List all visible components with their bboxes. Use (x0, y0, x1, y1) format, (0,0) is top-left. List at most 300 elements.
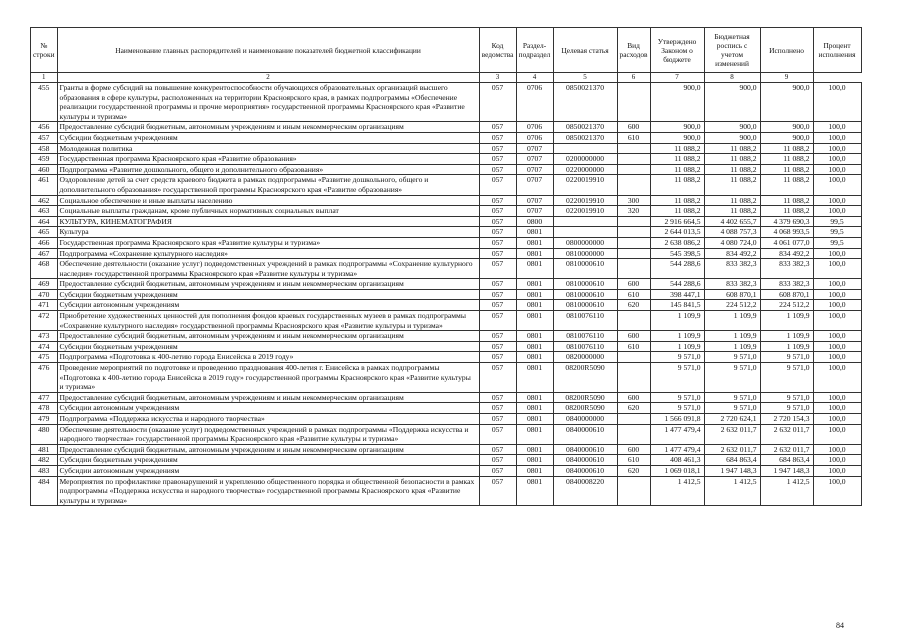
executed-amount: 900,0 (760, 132, 813, 143)
executed-amount: 4 379 690,3 (760, 216, 813, 227)
executed-amount: 1 947 148,3 (760, 465, 813, 476)
column-number: 5 (553, 73, 617, 83)
department-code: 057 (479, 455, 516, 466)
department-code: 057 (479, 195, 516, 206)
execution-percent: 100,0 (813, 300, 861, 311)
table-row (31, 403, 862, 414)
department-code: 057 (479, 300, 516, 311)
row-number: 478 (31, 403, 58, 414)
table-row (31, 331, 862, 342)
section-code: 0706 (516, 83, 553, 122)
department-code: 057 (479, 227, 516, 238)
column-number: 6 (617, 73, 650, 83)
row-name: КУЛЬТУРА, КИНЕМАТОГРАФИЯ (57, 216, 479, 227)
expense-type (617, 352, 650, 363)
section-code: 0707 (516, 164, 553, 175)
table-row (31, 311, 862, 331)
section-code: 0707 (516, 154, 553, 165)
section-code: 0801 (516, 259, 553, 279)
budget-amount: 4 080 724,0 (704, 237, 760, 248)
approved-amount: 11 088,2 (650, 143, 704, 154)
budget-amount: 4 088 757,3 (704, 227, 760, 238)
table-row (31, 154, 862, 165)
section-code: 0801 (516, 424, 553, 444)
table-row (31, 341, 862, 352)
expense-type (617, 237, 650, 248)
header-name: Наименование главных распорядителей и наименование показателей бюджетной классификации (57, 28, 479, 73)
approved-amount: 1 566 091,8 (650, 414, 704, 425)
budget-amount: 2 632 011,7 (704, 424, 760, 444)
target-article: 0810076110 (553, 311, 617, 331)
executed-amount: 11 088,2 (760, 175, 813, 195)
row-number: 470 (31, 289, 58, 300)
target-article: 0840000000 (553, 414, 617, 425)
table-row (31, 195, 862, 206)
row-number: 465 (31, 227, 58, 238)
row-name: Приобретение художественных ценностей для пополнения фондов краевых государственных музеев в рамках подпрограммы «Сохранение культурного наследия» государственной программы Красноярского края «Развитие культуры и туризма» (57, 311, 479, 331)
department-code: 057 (479, 363, 516, 393)
target-article: 08200R5090 (553, 392, 617, 403)
budget-amount: 2 720 624,1 (704, 414, 760, 425)
target-article: 0810076110 (553, 341, 617, 352)
expense-type (617, 363, 650, 393)
table-row (31, 424, 862, 444)
table-row (31, 392, 862, 403)
target-article: 0220000000 (553, 164, 617, 175)
row-name: Предоставление субсидий бюджетным, автономным учреждениям и иным некоммерческим организациям (57, 392, 479, 403)
target-article: 0220019910 (553, 195, 617, 206)
row-name: Мероприятия по профилактике правонарушений и укреплению общественного порядка и общественной безопасности в рамках подпрограммы «Поддержка искусства и народного творчества» государственной программы Красноярского края «Развитие культуры и туризма» (57, 476, 479, 506)
expense-type (617, 227, 650, 238)
expense-type: 620 (617, 465, 650, 476)
target-article: 0810000610 (553, 279, 617, 290)
execution-percent: 99,5 (813, 227, 861, 238)
approved-amount: 408 461,3 (650, 455, 704, 466)
table-row (31, 164, 862, 175)
row-name: Государственная программа Красноярского края «Развитие культуры и туризма» (57, 237, 479, 248)
row-number: 466 (31, 237, 58, 248)
row-name: Государственная программа Красноярского края «Развитие образования» (57, 154, 479, 165)
table-row (31, 227, 862, 238)
approved-amount: 544 288,6 (650, 279, 704, 290)
department-code: 057 (479, 206, 516, 217)
row-name: Субсидии автономным учреждениям (57, 403, 479, 414)
table-row (31, 206, 862, 217)
section-code: 0801 (516, 465, 553, 476)
expense-type: 610 (617, 132, 650, 143)
section-code: 0706 (516, 122, 553, 133)
executed-amount: 1 412,5 (760, 476, 813, 506)
approved-amount: 11 088,2 (650, 206, 704, 217)
section-code: 0801 (516, 444, 553, 455)
table-row (31, 289, 862, 300)
row-number: 484 (31, 476, 58, 506)
row-name: Гранты в форме субсидий на повышение конкурентоспособности обучающихся образовательных организаций высшего образования в сфере культуры, расположенных на территории Красноярского края, в рамках подпрограммы «Обеспечение реализации государственной программы и прочие мероприятия» государственной программы Красноярского края «Развитие культуры и туризма» (57, 83, 479, 122)
expense-type: 600 (617, 444, 650, 455)
expense-type (617, 311, 650, 331)
target-article: 0810000610 (553, 289, 617, 300)
target-article: 0200000000 (553, 154, 617, 165)
section-code: 0801 (516, 279, 553, 290)
target-article: 0810000610 (553, 259, 617, 279)
execution-percent: 100,0 (813, 424, 861, 444)
expense-type: 610 (617, 289, 650, 300)
execution-percent: 99,5 (813, 237, 861, 248)
header-budget-schedule: Бюджетная роспись с учетом изменений (704, 28, 760, 73)
budget-amount: 11 088,2 (704, 143, 760, 154)
target-article (553, 216, 617, 227)
target-article: 0840008220 (553, 476, 617, 506)
section-code: 0801 (516, 341, 553, 352)
row-number: 464 (31, 216, 58, 227)
column-number: 2 (57, 73, 479, 83)
row-number: 482 (31, 455, 58, 466)
header-expense-type: Вид расходов (617, 28, 650, 73)
target-article: 0810000000 (553, 248, 617, 259)
target-article: 0810000610 (553, 300, 617, 311)
table-row (31, 465, 862, 476)
row-number: 474 (31, 341, 58, 352)
row-name: Подпрограмма «Подготовка к 400-летию города Енисейска в 2019 году» (57, 352, 479, 363)
budget-amount: 900,0 (704, 122, 760, 133)
department-code: 057 (479, 414, 516, 425)
expense-type (617, 414, 650, 425)
row-name: Социальное обеспечение и иные выплаты населению (57, 195, 479, 206)
expense-type (617, 424, 650, 444)
expense-type (617, 164, 650, 175)
budget-amount: 834 492,2 (704, 248, 760, 259)
section-code: 0801 (516, 289, 553, 300)
department-code: 057 (479, 132, 516, 143)
section-code: 0801 (516, 414, 553, 425)
section-code: 0801 (516, 311, 553, 331)
department-code: 057 (479, 164, 516, 175)
executed-amount: 684 863,4 (760, 455, 813, 466)
executed-amount: 900,0 (760, 83, 813, 122)
execution-percent: 100,0 (813, 311, 861, 331)
execution-percent: 100,0 (813, 392, 861, 403)
department-code: 057 (479, 444, 516, 455)
approved-amount: 1 412,5 (650, 476, 704, 506)
row-number: 459 (31, 154, 58, 165)
budget-amount: 833 382,3 (704, 259, 760, 279)
execution-percent: 100,0 (813, 83, 861, 122)
department-code: 057 (479, 476, 516, 506)
approved-amount: 544 288,6 (650, 259, 704, 279)
budget-amount: 900,0 (704, 83, 760, 122)
header-approved: Утверждено Законом о бюджете (650, 28, 704, 73)
target-article: 0800000000 (553, 237, 617, 248)
section-code: 0707 (516, 195, 553, 206)
executed-amount: 4 061 077,0 (760, 237, 813, 248)
expense-type: 610 (617, 341, 650, 352)
row-name: Предоставление субсидий бюджетным, автономным учреждениям и иным некоммерческим организациям (57, 279, 479, 290)
executed-amount: 2 632 011,7 (760, 424, 813, 444)
row-number: 455 (31, 83, 58, 122)
row-name: Субсидии бюджетным учреждениям (57, 132, 479, 143)
expense-type: 620 (617, 300, 650, 311)
header-row-number: № строки (31, 28, 58, 73)
target-article: 0820000000 (553, 352, 617, 363)
table-row (31, 300, 862, 311)
department-code: 057 (479, 259, 516, 279)
department-code: 057 (479, 216, 516, 227)
row-name: Обеспечение деятельности (оказание услуг) подведомственных учреждений в рамках подпрограммы «Поддержка искусства и народного творчества» государственной программы Красноярского края «Развитие культуры и туризма» (57, 424, 479, 444)
execution-percent: 100,0 (813, 279, 861, 290)
budget-amount: 11 088,2 (704, 206, 760, 217)
expense-type (617, 154, 650, 165)
budget-amount: 9 571,0 (704, 352, 760, 363)
header-percent: Процент исполнения (813, 28, 861, 73)
expense-type (617, 83, 650, 122)
approved-amount: 1 069 018,1 (650, 465, 704, 476)
section-code: 0707 (516, 175, 553, 195)
approved-amount: 900,0 (650, 122, 704, 133)
approved-amount: 9 571,0 (650, 363, 704, 393)
target-article: 0850021370 (553, 83, 617, 122)
department-code: 057 (479, 83, 516, 122)
header-department-code: Код ведомства (479, 28, 516, 73)
section-code: 0801 (516, 476, 553, 506)
table-row (31, 175, 862, 195)
expense-type (617, 175, 650, 195)
department-code: 057 (479, 248, 516, 259)
executed-amount: 1 109,9 (760, 331, 813, 342)
executed-amount: 2 632 011,7 (760, 444, 813, 455)
budget-amount: 1 109,9 (704, 311, 760, 331)
execution-percent: 100,0 (813, 132, 861, 143)
section-code: 0801 (516, 300, 553, 311)
expense-type (617, 143, 650, 154)
approved-amount: 9 571,0 (650, 403, 704, 414)
row-number: 469 (31, 279, 58, 290)
expense-type (617, 259, 650, 279)
row-number: 476 (31, 363, 58, 393)
table-row (31, 444, 862, 455)
execution-percent: 100,0 (813, 195, 861, 206)
table-row (31, 455, 862, 466)
budget-amount: 11 088,2 (704, 195, 760, 206)
header-section: Раздел-подраздел (516, 28, 553, 73)
row-name: Подпрограмма «Развитие дошкольного, общего и дополнительного образования» (57, 164, 479, 175)
section-code: 0707 (516, 206, 553, 217)
approved-amount: 900,0 (650, 83, 704, 122)
table-row (31, 476, 862, 506)
row-name: Субсидии бюджетным учреждениям (57, 289, 479, 300)
approved-amount: 11 088,2 (650, 154, 704, 165)
table-row (31, 259, 862, 279)
execution-percent: 100,0 (813, 363, 861, 393)
department-code: 057 (479, 289, 516, 300)
row-name: Субсидии автономным учреждениям (57, 300, 479, 311)
table-row (31, 122, 862, 133)
approved-amount: 11 088,2 (650, 195, 704, 206)
row-name: Субсидии автономным учреждениям (57, 465, 479, 476)
target-article: 0840000610 (553, 444, 617, 455)
executed-amount: 11 088,2 (760, 206, 813, 217)
department-code: 057 (479, 465, 516, 476)
execution-percent: 100,0 (813, 206, 861, 217)
row-number: 461 (31, 175, 58, 195)
row-name: Культура (57, 227, 479, 238)
executed-amount: 834 492,2 (760, 248, 813, 259)
table-header-row (31, 28, 862, 73)
executed-amount: 4 068 993,5 (760, 227, 813, 238)
approved-amount: 545 398,5 (650, 248, 704, 259)
approved-amount: 1 109,9 (650, 331, 704, 342)
executed-amount: 1 109,9 (760, 311, 813, 331)
execution-percent: 100,0 (813, 331, 861, 342)
row-name: Подпрограмма «Поддержка искусства и народного творчества» (57, 414, 479, 425)
table-row (31, 363, 862, 393)
approved-amount: 2 644 013,5 (650, 227, 704, 238)
executed-amount: 833 382,3 (760, 259, 813, 279)
row-name: Оздоровление детей за счет средств краевого бюджета в рамках подпрограммы «Развитие дошкольного, общего и дополнительного образования» государственной программы Красноярского края «Развитие образования» (57, 175, 479, 195)
execution-percent: 100,0 (813, 476, 861, 506)
section-code: 0801 (516, 237, 553, 248)
execution-percent: 100,0 (813, 154, 861, 165)
executed-amount: 608 870,1 (760, 289, 813, 300)
section-code: 0801 (516, 403, 553, 414)
row-name: Предоставление субсидий бюджетным, автономным учреждениям и иным некоммерческим организациям (57, 444, 479, 455)
executed-amount: 9 571,0 (760, 392, 813, 403)
row-name: Молодежная политика (57, 143, 479, 154)
executed-amount: 9 571,0 (760, 352, 813, 363)
section-code: 0800 (516, 216, 553, 227)
department-code: 057 (479, 341, 516, 352)
approved-amount: 9 571,0 (650, 392, 704, 403)
approved-amount: 398 447,1 (650, 289, 704, 300)
section-code: 0801 (516, 331, 553, 342)
budget-amount: 11 088,2 (704, 175, 760, 195)
approved-amount: 11 088,2 (650, 175, 704, 195)
department-code: 057 (479, 175, 516, 195)
execution-percent: 100,0 (813, 175, 861, 195)
department-code: 057 (479, 154, 516, 165)
execution-percent: 100,0 (813, 143, 861, 154)
row-number: 480 (31, 424, 58, 444)
column-number-row (31, 73, 862, 83)
approved-amount: 2 638 086,2 (650, 237, 704, 248)
approved-amount: 11 088,2 (650, 164, 704, 175)
expense-type (617, 216, 650, 227)
table-row (31, 83, 862, 122)
execution-percent: 100,0 (813, 455, 861, 466)
row-number: 473 (31, 331, 58, 342)
row-number: 468 (31, 259, 58, 279)
department-code: 057 (479, 352, 516, 363)
executed-amount: 900,0 (760, 122, 813, 133)
table-row (31, 216, 862, 227)
section-code: 0801 (516, 455, 553, 466)
row-number: 472 (31, 311, 58, 331)
execution-percent: 100,0 (813, 289, 861, 300)
department-code: 057 (479, 237, 516, 248)
approved-amount: 1 477 479,4 (650, 424, 704, 444)
budget-amount: 833 382,3 (704, 279, 760, 290)
budget-amount: 1 109,9 (704, 331, 760, 342)
execution-percent: 100,0 (813, 122, 861, 133)
execution-percent: 100,0 (813, 164, 861, 175)
column-number: 8 (704, 73, 760, 83)
column-number: 7 (650, 73, 704, 83)
department-code: 057 (479, 279, 516, 290)
target-article (553, 143, 617, 154)
target-article: 0850021370 (553, 122, 617, 133)
executed-amount: 11 088,2 (760, 164, 813, 175)
execution-percent: 100,0 (813, 414, 861, 425)
approved-amount: 1 477 479,4 (650, 444, 704, 455)
table-row (31, 248, 862, 259)
executed-amount: 11 088,2 (760, 195, 813, 206)
budget-amount: 1 109,9 (704, 341, 760, 352)
row-number: 458 (31, 143, 58, 154)
target-article: 0220019910 (553, 206, 617, 217)
executed-amount: 1 109,9 (760, 341, 813, 352)
approved-amount: 145 841,5 (650, 300, 704, 311)
budget-amount: 9 571,0 (704, 363, 760, 393)
target-article: 0220019910 (553, 175, 617, 195)
execution-percent: 100,0 (813, 444, 861, 455)
executed-amount: 9 571,0 (760, 363, 813, 393)
expense-type: 320 (617, 206, 650, 217)
section-code: 0706 (516, 132, 553, 143)
column-number: 1 (31, 73, 58, 83)
department-code: 057 (479, 331, 516, 342)
row-name: Обеспечение деятельности (оказание услуг) подведомственных учреждений в рамках подпрограммы «Сохранение культурного наследия» государственной программы Красноярского края «Развитие культуры и туризма» (57, 259, 479, 279)
table-row (31, 352, 862, 363)
executed-amount: 224 512,2 (760, 300, 813, 311)
target-article: 0840000610 (553, 455, 617, 466)
expense-type: 600 (617, 392, 650, 403)
budget-amount: 608 870,1 (704, 289, 760, 300)
row-name: Социальные выплаты гражданам, кроме публичных нормативных социальных выплат (57, 206, 479, 217)
approved-amount: 1 109,9 (650, 341, 704, 352)
expense-type: 600 (617, 122, 650, 133)
row-number: 457 (31, 132, 58, 143)
row-name: Субсидии бюджетным учреждениям (57, 455, 479, 466)
budget-amount: 11 088,2 (704, 154, 760, 165)
expense-type: 600 (617, 279, 650, 290)
table-row (31, 279, 862, 290)
approved-amount: 900,0 (650, 132, 704, 143)
executed-amount: 2 720 154,3 (760, 414, 813, 425)
row-number: 463 (31, 206, 58, 217)
row-number: 467 (31, 248, 58, 259)
budget-amount: 1 412,5 (704, 476, 760, 506)
budget-amount: 4 402 655,7 (704, 216, 760, 227)
executed-amount: 9 571,0 (760, 403, 813, 414)
department-code: 057 (479, 311, 516, 331)
department-code: 057 (479, 424, 516, 444)
section-code: 0801 (516, 363, 553, 393)
row-number: 456 (31, 122, 58, 133)
column-number: 3 (479, 73, 516, 83)
section-code: 0707 (516, 143, 553, 154)
approved-amount: 2 916 664,5 (650, 216, 704, 227)
executed-amount: 11 088,2 (760, 143, 813, 154)
expense-type (617, 476, 650, 506)
execution-percent: 100,0 (813, 403, 861, 414)
target-article: 0840000610 (553, 465, 617, 476)
table-body (31, 83, 862, 506)
budget-amount: 900,0 (704, 132, 760, 143)
execution-percent: 100,0 (813, 259, 861, 279)
row-name: Предоставление субсидий бюджетным, автономным учреждениям и иным некоммерческим организациям (57, 331, 479, 342)
budget-amount: 684 863,4 (704, 455, 760, 466)
row-number: 481 (31, 444, 58, 455)
target-article: 08200R5090 (553, 403, 617, 414)
